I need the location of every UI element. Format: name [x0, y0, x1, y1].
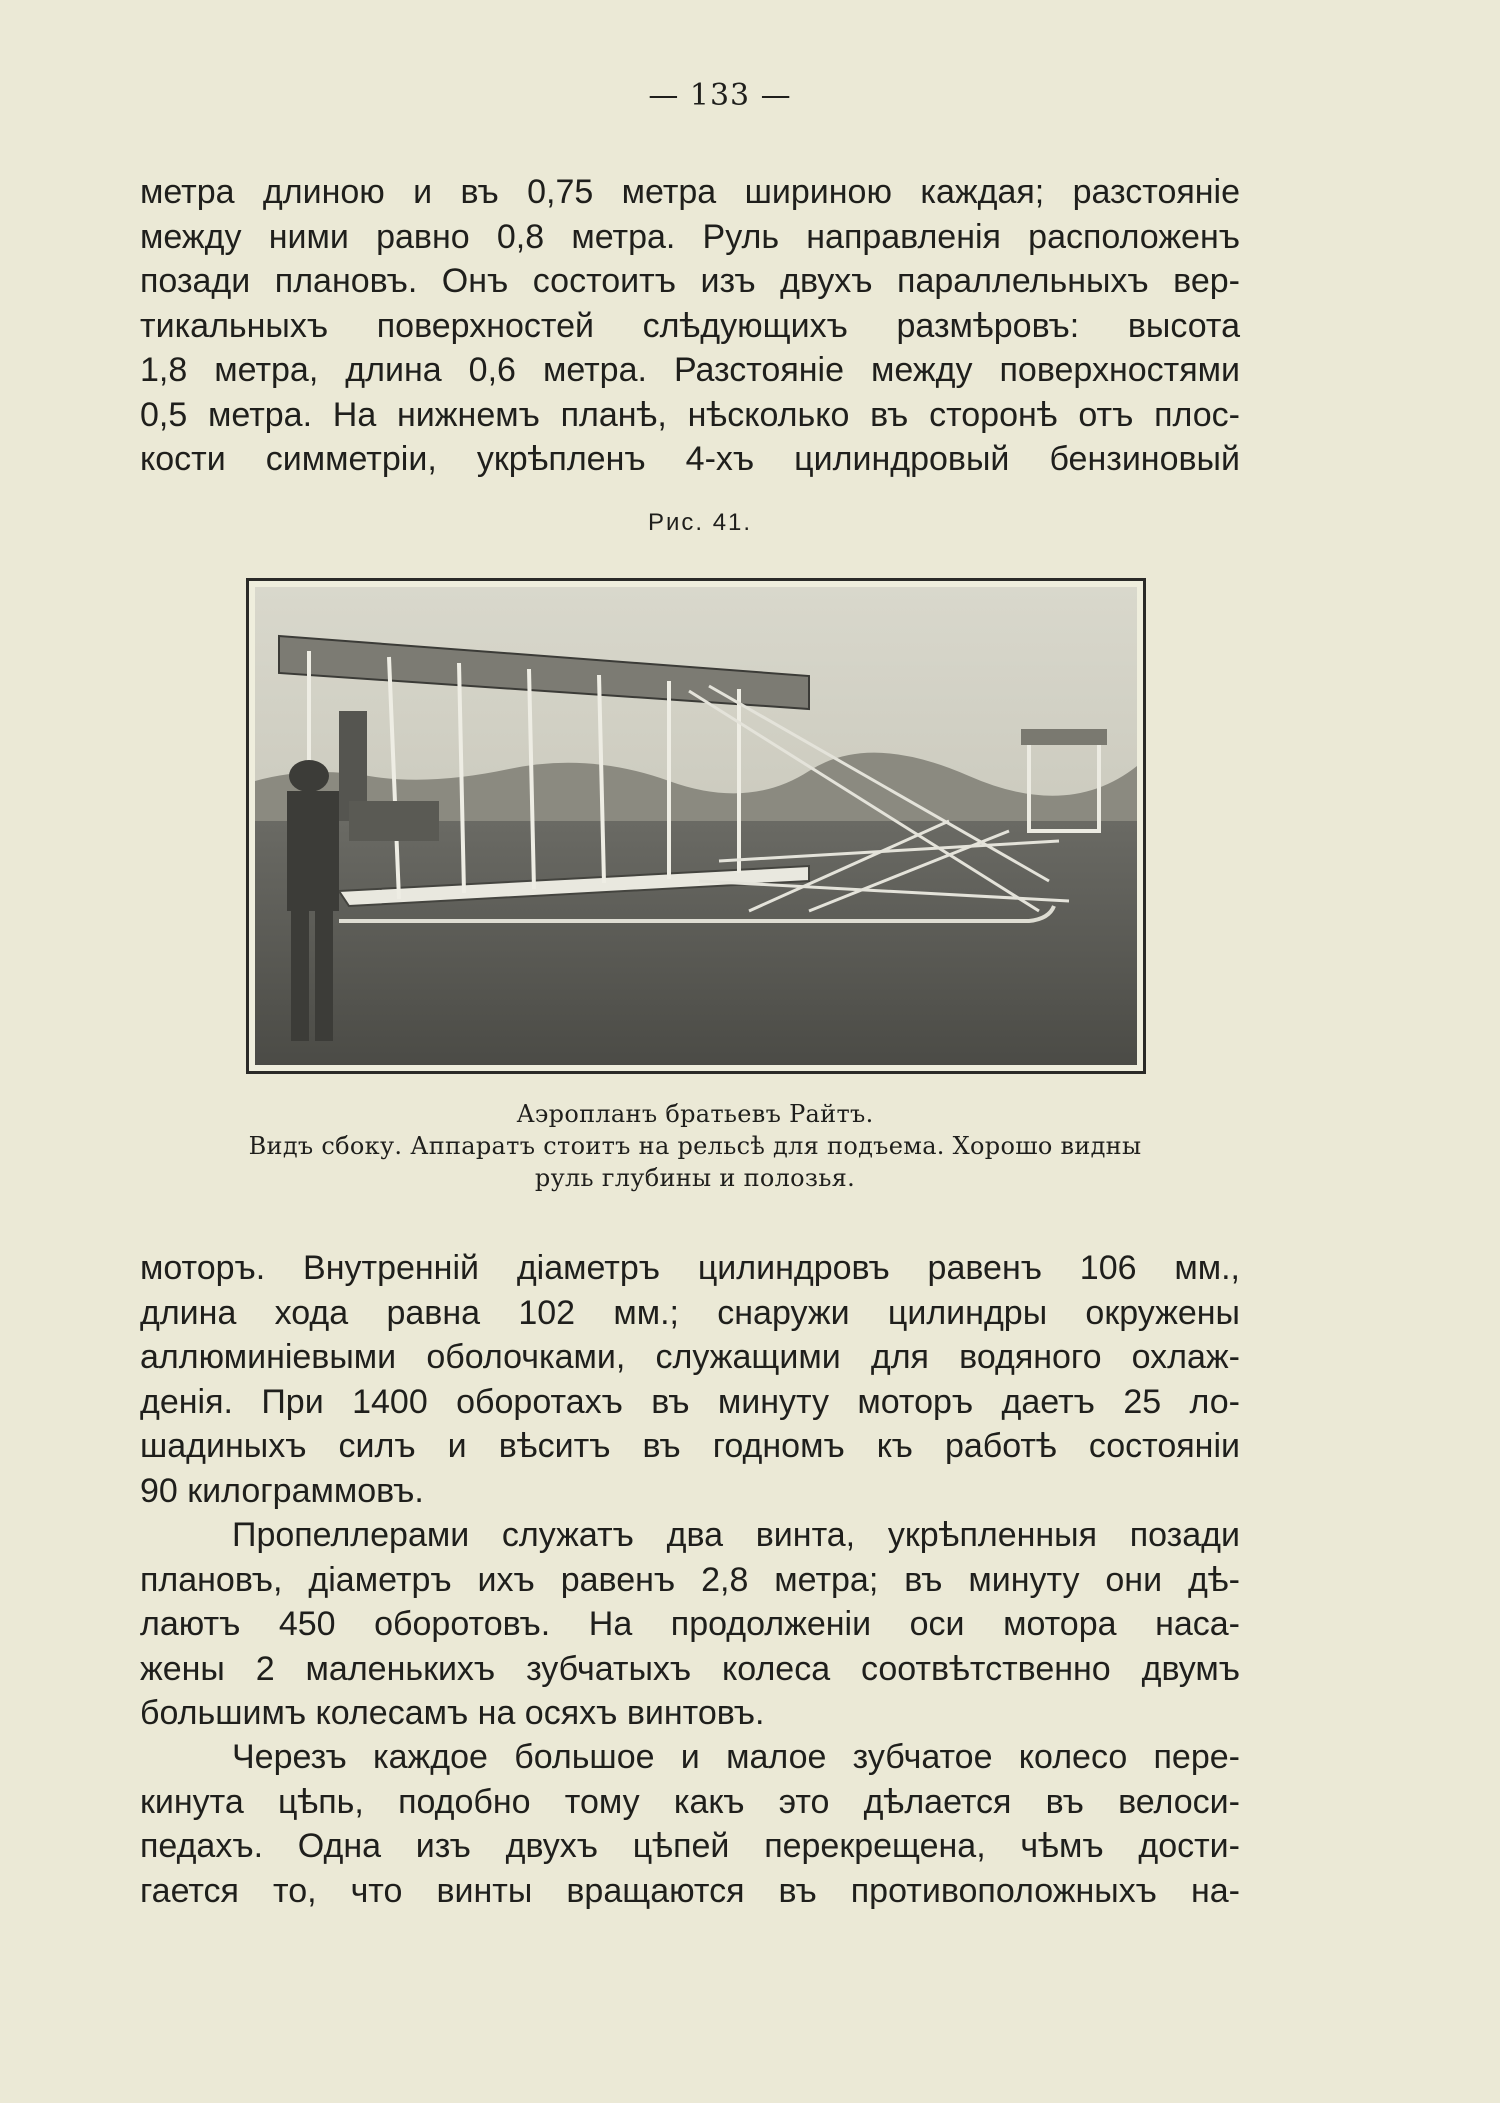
text-line: 1,8 метра, длина 0,6 метра. Разстоянiе между поверхностями: [140, 351, 1240, 389]
caption-title: Аэропланъ братьевъ Райтъ.: [516, 1100, 874, 1128]
text-line: кинута цѣпь, подобно тому какъ это дѣлается въ велоси-: [140, 1782, 1240, 1821]
text-line: между ними равно 0,8 метра. Руль направленiя расположенъ: [140, 217, 1240, 256]
text-line: позади плановъ. Онъ состоитъ изъ двухъ параллельныхъ вер-: [140, 262, 1240, 300]
caption-line: Видъ сбоку. Аппаратъ стоитъ на рельсѣ для подъема. Хорошо видны: [248, 1132, 1142, 1160]
text-line: аллюминiевыми оболочками, служащими для водяного охлаж-: [140, 1338, 1240, 1376]
text-line: педахъ. Одна изъ двухъ цѣпей перекрещена, чѣмъ дости-: [140, 1827, 1240, 1865]
text-line: метра длиною и въ 0,75 метра шириною каждая; разстоянiе: [140, 173, 1240, 211]
paragraph-propellers: [140, 1513, 1240, 1736]
text-line: жены 2 маленькихъ зубчатыхъ колеса соотвѣтственно двумъ: [140, 1649, 1240, 1688]
text-line: 0,5 метра. На нижнемъ планѣ, нѣсколько въ сторонѣ отъ плос-: [140, 395, 1240, 434]
text-line: гается то, что винты вращаются въ противоположныхъ на-: [140, 1871, 1240, 1910]
caption-line: руль глубины и полозья.: [534, 1164, 856, 1192]
text-line: длина хода равна 102 мм.; снаружи цилиндры окружены: [140, 1293, 1240, 1332]
text-line: шадиныхъ силъ и вѣситъ въ годномъ къ работѣ состоянiи: [140, 1427, 1240, 1465]
text-line: плановъ, дiаметръ ихъ равенъ 2,8 метра; въ минуту они дѣ-: [140, 1560, 1240, 1599]
text-line: кости симметрiи, укрѣпленъ 4-хъ цилиндровый бензиновый: [140, 440, 1240, 478]
text-line: 90 килограммовъ.: [140, 1471, 424, 1510]
paragraph-chain: [140, 1735, 1240, 1913]
text-line: лаютъ 450 оборотовъ. На продолженiи оси мотора наса-: [140, 1605, 1240, 1643]
wright-aeroplane-photo: [249, 581, 1143, 1071]
text-line: моторъ. Внутреннiй дiаметръ цилиндровъ равенъ 106 мм.,: [140, 1249, 1240, 1287]
text-line: тикальныхъ поверхностей слѣдующихъ размѣровъ: высота: [140, 306, 1240, 345]
page-number: — 133 —: [648, 78, 792, 113]
text-line: большимъ колесамъ на осяхъ винтовъ.: [140, 1694, 765, 1732]
text-line: Черезъ каждое большое и малое зубчатое колесо пере-: [232, 1738, 1240, 1776]
paragraph-motor: [140, 1246, 1240, 1513]
figure-photo: [246, 578, 1146, 1074]
top-paragraph: [140, 170, 1240, 482]
text-line: денiя. При 1400 оборотахъ въ минуту моторъ даетъ 25 ло-: [140, 1382, 1240, 1421]
figure-label: Рис. 41.: [647, 509, 753, 536]
figure-caption: [140, 1098, 1250, 1194]
text-line: Пропеллерами служатъ два винта, укрѣпленныя позади: [232, 1516, 1240, 1554]
